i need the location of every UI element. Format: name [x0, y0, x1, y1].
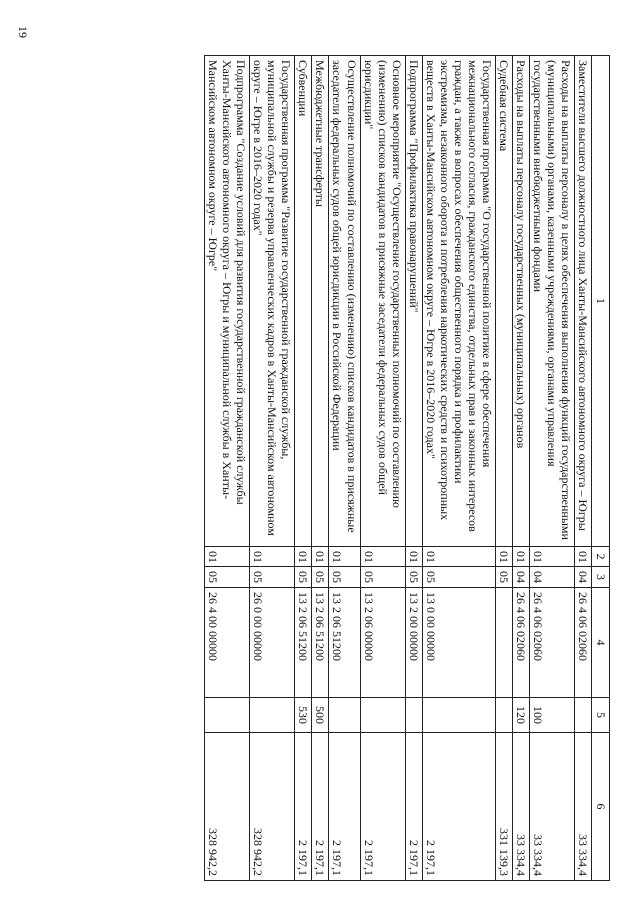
row-subsection-code: 04	[529, 567, 574, 588]
row-subsection-code: 04	[574, 567, 591, 588]
row-expense-type-code: 500	[312, 698, 329, 733]
row-expense-type-code	[495, 698, 512, 733]
row-section-code: 01	[329, 547, 360, 567]
row-amount: 328 942,2	[250, 733, 295, 881]
row-name: Межбюджетные трансферты	[312, 56, 329, 547]
table-row	[512, 56, 529, 881]
row-expense-type-code	[250, 698, 295, 733]
row-expense-type-code	[205, 698, 250, 733]
row-subsection-code: 05	[405, 567, 422, 588]
row-expense-type-code	[329, 698, 360, 733]
row-section-code: 01	[422, 547, 495, 567]
table-row	[529, 56, 574, 881]
row-subsection-code: 05	[205, 567, 250, 588]
row-amount: 2 197,1	[360, 733, 405, 881]
row-subsection-code: 04	[512, 567, 529, 588]
row-subsection-code: 05	[312, 567, 329, 588]
header-col-4: 4	[592, 588, 610, 698]
table-row	[574, 56, 591, 881]
row-amount: 2 197,1	[422, 733, 495, 881]
row-name: Государственная программа "О государственной политике в сфере обеспечения межнационального согласия, гражданского единства, отдельных прав и законных интересов граждан, а также в вопросах обеспечения общественного порядка и профилактики экстремизма, незаконного оборота и потребления наркотических средств и психотропных веществ в Ханты-Мансийском автономном округе – Югре в 2016–2020 годах"	[422, 56, 495, 547]
row-target-article-code: 26 0 00 00000	[250, 588, 295, 698]
row-amount: 33 334,4	[574, 733, 591, 881]
row-amount: 2 197,1	[295, 733, 312, 881]
row-expense-type-code: 530	[295, 698, 312, 733]
row-target-article-code: 26 4 06 02060	[574, 588, 591, 698]
page-number: 19	[16, 26, 30, 38]
row-subsection-code: 05	[422, 567, 495, 588]
row-expense-type-code	[405, 698, 422, 733]
header-col-6: 6	[592, 733, 610, 881]
row-name: Осуществление полномочий по составлению (изменению) списков кандидатов в присяжные заседатели федеральных судов общей юрисдикции в Российской Федерации	[329, 56, 360, 547]
budget-table	[204, 55, 610, 881]
row-subsection-code: 05	[329, 567, 360, 588]
row-section-code: 01	[495, 547, 512, 567]
row-amount: 331 139,3	[495, 733, 512, 881]
table-header	[592, 56, 610, 881]
row-section-code: 01	[405, 547, 422, 567]
row-expense-type-code	[422, 698, 495, 733]
row-expense-type-code	[360, 698, 405, 733]
row-target-article-code: 13 0 00 00000	[422, 588, 495, 698]
row-expense-type-code: 120	[512, 698, 529, 733]
row-target-article-code	[495, 588, 512, 698]
table-body	[205, 56, 592, 881]
table-row	[360, 56, 405, 881]
row-name: Судебная система	[495, 56, 512, 547]
row-section-code: 01	[512, 547, 529, 567]
table-row	[495, 56, 512, 881]
table-row	[312, 56, 329, 881]
header-col-5: 5	[592, 698, 610, 733]
row-subsection-code: 05	[360, 567, 405, 588]
row-amount: 2 197,1	[329, 733, 360, 881]
row-amount: 2 197,1	[405, 733, 422, 881]
row-name: Подпрограмма "Профилактика правонарушений"	[405, 56, 422, 547]
row-target-article-code: 26 4 06 02060	[529, 588, 574, 698]
table-row	[329, 56, 360, 881]
header-col-1: 1	[592, 56, 610, 547]
row-section-code: 01	[205, 547, 250, 567]
header-row	[592, 56, 610, 881]
row-section-code: 01	[295, 547, 312, 567]
row-amount: 33 334,4	[512, 733, 529, 881]
row-expense-type-code: 100	[529, 698, 574, 733]
header-col-2: 2	[592, 547, 610, 567]
row-target-article-code: 13 2 06 51200	[312, 588, 329, 698]
row-target-article-code: 13 2 06 51200	[295, 588, 312, 698]
row-amount: 328 942,2	[205, 733, 250, 881]
row-target-article-code: 13 2 00 00000	[405, 588, 422, 698]
table-row	[295, 56, 312, 881]
table-row	[250, 56, 295, 881]
table-row	[422, 56, 495, 881]
header-col-3: 3	[592, 567, 610, 588]
row-section-code: 01	[250, 547, 295, 567]
row-target-article-code: 26 4 06 02060	[512, 588, 529, 698]
row-target-article-code: 13 2 06 00000	[360, 588, 405, 698]
table-row	[205, 56, 250, 881]
row-amount: 2 197,1	[312, 733, 329, 881]
row-section-code: 01	[574, 547, 591, 567]
row-name: Расходы на выплаты персоналу государственных (муниципальных) органов	[512, 56, 529, 547]
row-name: Заместители высшего должностного лица Ханты-Мансийского автономного округа – Югры	[574, 56, 591, 547]
row-target-article-code: 26 4 00 00000	[205, 588, 250, 698]
row-subsection-code: 05	[250, 567, 295, 588]
row-section-code: 01	[360, 547, 405, 567]
row-name: Субвенции	[295, 56, 312, 547]
row-name: Основное мероприятие "Осуществление государственных полномочий по составлению (изменению) списков кандидатов в присяжные заседатели федеральных судов общей юрисдикции"	[360, 56, 405, 547]
row-amount: 33 334,4	[529, 733, 574, 881]
row-name: Расходы на выплаты персоналу в целях обеспечения выполнения функций государственными (муниципальными) органами, казенными учреждениями, органами управления государственными внебюджетными фондами	[529, 56, 574, 547]
row-name: Государственная программа "Развитие государственной гражданской службы, муниципальной службы и резерва управленческих кадров в Ханты-Мансийском автономном округе – Югре в 2016–2020 годах"	[250, 56, 295, 547]
table-row	[405, 56, 422, 881]
row-subsection-code: 05	[495, 567, 512, 588]
row-section-code: 01	[529, 547, 574, 567]
row-target-article-code: 13 2 06 51200	[329, 588, 360, 698]
row-name: Подпрограмма "Создание условий для развития государственной гражданской службы Ханты-Мансийского автономного округа – Югры и муниципальной службы в Ханты-Мансийском автономном округе – Югре"	[205, 56, 250, 547]
row-subsection-code: 05	[295, 567, 312, 588]
row-section-code: 01	[312, 547, 329, 567]
rotated-page-content	[80, 55, 610, 880]
row-expense-type-code	[574, 698, 591, 733]
